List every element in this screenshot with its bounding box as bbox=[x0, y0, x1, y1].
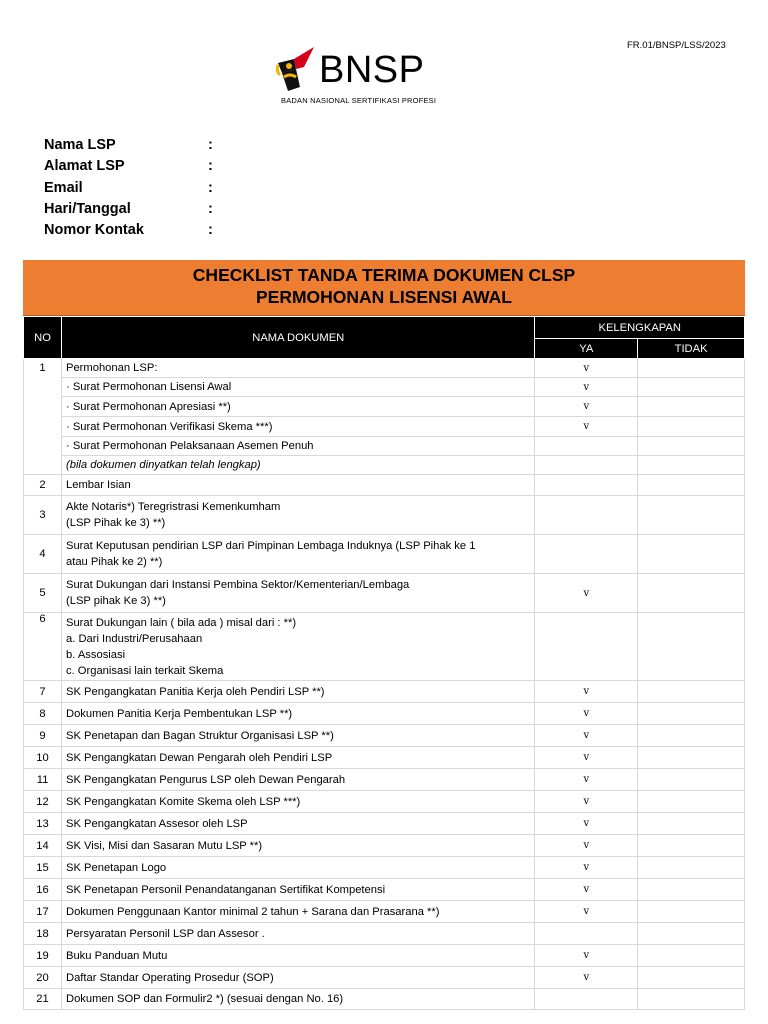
table-row bbox=[24, 475, 745, 496]
document-name: Lembar Isian bbox=[62, 475, 535, 496]
document-name: Dokumen Penggunaan Kantor minimal 2 tahun + Sarana dan Prasarana **) bbox=[62, 901, 535, 923]
document-name: Persyaratan Personil LSP dan Assesor . bbox=[62, 923, 535, 945]
title-line-2: PERMOHONAN LISENSI AWAL bbox=[255, 287, 513, 307]
ya-check-cell[interactable]: v bbox=[535, 879, 638, 901]
document-name: Dokumen Panitia Kerja Pembentukan LSP **) bbox=[62, 703, 535, 725]
info-label: Email bbox=[44, 179, 83, 196]
ya-check-cell[interactable] bbox=[535, 923, 638, 945]
info-row-email bbox=[44, 180, 228, 201]
checklist-sheet bbox=[23, 260, 745, 1010]
tidak-check-cell[interactable] bbox=[638, 378, 745, 397]
ya-check-cell[interactable]: v bbox=[535, 835, 638, 857]
tidak-check-cell[interactable] bbox=[638, 989, 745, 1010]
table-row bbox=[24, 791, 745, 813]
row-number: 12 bbox=[24, 791, 62, 813]
table-row bbox=[24, 879, 745, 901]
table-row bbox=[24, 813, 745, 835]
tidak-check-cell[interactable] bbox=[638, 535, 745, 574]
table-row bbox=[24, 417, 745, 437]
document-name: SK Pengangkatan Komite Skema oleh LSP ***) bbox=[62, 791, 535, 813]
tidak-check-cell[interactable] bbox=[638, 613, 745, 681]
ya-check-cell[interactable]: v bbox=[535, 378, 638, 397]
tidak-check-cell[interactable] bbox=[638, 359, 745, 378]
document-name: Permohonan LSP: bbox=[62, 359, 535, 378]
row-number: 21 bbox=[24, 989, 62, 1010]
ya-check-cell[interactable]: v bbox=[535, 397, 638, 417]
title-line-1: CHECKLIST TANDA TERIMA DOKUMEN CLSP bbox=[192, 265, 576, 285]
ya-check-cell[interactable]: v bbox=[535, 967, 638, 989]
info-label: Nama LSP bbox=[44, 137, 116, 153]
tidak-check-cell[interactable] bbox=[638, 725, 745, 747]
document-name-line: Surat Dukungan lain ( bila ada ) misal dari : **) bbox=[66, 616, 297, 629]
document-name bbox=[62, 496, 535, 535]
row-number: 1 bbox=[24, 359, 62, 378]
checklist-title bbox=[23, 260, 745, 316]
col-header-tidak: TIDAK bbox=[638, 339, 745, 359]
document-name bbox=[62, 535, 535, 574]
row-number: 6 bbox=[24, 613, 62, 681]
document-name: SK Visi, Misi dan Sasaran Mutu LSP **) bbox=[62, 835, 535, 857]
document-name: Daftar Standar Operating Prosedur (SOP) bbox=[62, 967, 535, 989]
table-row bbox=[24, 923, 745, 945]
document-name: SK Pengangkatan Pengurus LSP oleh Dewan Pengarah bbox=[62, 769, 535, 791]
row-number: 17 bbox=[24, 901, 62, 923]
row-number: 7 bbox=[24, 681, 62, 703]
info-row-hari-tanggal bbox=[44, 201, 228, 222]
tidak-check-cell[interactable] bbox=[638, 923, 745, 945]
row-number: 13 bbox=[24, 813, 62, 835]
info-colon: : bbox=[208, 158, 213, 175]
row-number bbox=[24, 397, 62, 417]
document-name: · Surat Permohonan Apresiasi **) bbox=[62, 397, 535, 417]
document-name-line: a. Dari Industri/Perusahaan bbox=[66, 632, 203, 645]
tidak-check-cell[interactable] bbox=[638, 945, 745, 967]
ya-check-cell[interactable] bbox=[535, 475, 638, 496]
row-number: 3 bbox=[24, 496, 62, 535]
tidak-check-cell[interactable] bbox=[638, 703, 745, 725]
tidak-check-cell[interactable] bbox=[638, 437, 745, 456]
table-row bbox=[24, 574, 745, 613]
table-row bbox=[24, 769, 745, 791]
tidak-check-cell[interactable] bbox=[638, 813, 745, 835]
document-name: SK Pengangkatan Assesor oleh LSP bbox=[62, 813, 535, 835]
ya-check-cell[interactable]: v bbox=[535, 417, 638, 437]
ya-check-cell[interactable]: v bbox=[535, 769, 638, 791]
tidak-check-cell[interactable] bbox=[638, 574, 745, 613]
col-header-no: NO bbox=[24, 317, 62, 359]
document-code: FR.01/BNSP/LSS/2023 bbox=[627, 40, 726, 51]
table-row bbox=[24, 397, 745, 417]
tidak-check-cell[interactable] bbox=[638, 901, 745, 923]
table-row bbox=[24, 747, 745, 769]
ya-check-cell[interactable] bbox=[535, 613, 638, 681]
col-header-nama-dokumen: NAMA DOKUMEN bbox=[62, 317, 535, 359]
table-row bbox=[24, 359, 745, 378]
tidak-check-cell[interactable] bbox=[638, 475, 745, 496]
info-colon: : bbox=[208, 200, 213, 217]
row-number: 4 bbox=[24, 535, 62, 574]
tidak-check-cell[interactable] bbox=[638, 967, 745, 989]
tidak-check-cell[interactable] bbox=[638, 791, 745, 813]
bnsp-logo bbox=[274, 45, 454, 110]
tidak-check-cell[interactable] bbox=[638, 857, 745, 879]
document-name-line: (LSP Pihak ke 3) **) bbox=[66, 517, 166, 529]
document-name-line: Surat Keputusan pendirian LSP dari Pimpinan Lembaga Induknya (LSP Pihak ke 1 bbox=[66, 540, 476, 552]
ya-check-cell[interactable]: v bbox=[535, 681, 638, 703]
document-name: · Surat Permohonan Lisensi Awal bbox=[62, 378, 535, 397]
tidak-check-cell[interactable] bbox=[638, 747, 745, 769]
info-label: Alamat LSP bbox=[44, 158, 125, 175]
table-row bbox=[24, 703, 745, 725]
document-name: SK Penetapan Logo bbox=[62, 857, 535, 879]
row-number bbox=[24, 456, 62, 475]
applicant-info bbox=[44, 137, 228, 243]
tidak-check-cell[interactable] bbox=[638, 681, 745, 703]
info-label: Nomor Kontak bbox=[44, 222, 144, 239]
table-row bbox=[24, 967, 745, 989]
ya-check-cell[interactable]: v bbox=[535, 901, 638, 923]
document-name: (bila dokumen dinyatkan telah lengkap) bbox=[62, 456, 535, 475]
row-number bbox=[24, 378, 62, 397]
table-row bbox=[24, 857, 745, 879]
table-row bbox=[24, 437, 745, 456]
row-number: 15 bbox=[24, 857, 62, 879]
info-colon: : bbox=[208, 222, 213, 239]
row-number: 20 bbox=[24, 967, 62, 989]
document-name-line: c. Organisasi lain terkait Skema bbox=[66, 664, 224, 677]
table-row bbox=[24, 681, 745, 703]
table-row bbox=[24, 378, 745, 397]
document-name-line: (LSP pihak Ke 3) **) bbox=[66, 595, 166, 607]
info-row-nomor-kontak bbox=[44, 222, 228, 243]
info-row-nama-lsp bbox=[44, 137, 228, 158]
ya-check-cell[interactable]: v bbox=[535, 359, 638, 378]
tidak-check-cell[interactable] bbox=[638, 456, 745, 475]
table-row bbox=[24, 496, 745, 535]
table-row bbox=[24, 901, 745, 923]
row-number: 2 bbox=[24, 475, 62, 496]
tidak-check-cell[interactable] bbox=[638, 417, 745, 437]
tidak-check-cell[interactable] bbox=[638, 769, 745, 791]
row-number: 9 bbox=[24, 725, 62, 747]
row-number bbox=[24, 437, 62, 456]
ya-check-cell[interactable]: v bbox=[535, 574, 638, 613]
tidak-check-cell[interactable] bbox=[638, 835, 745, 857]
ya-check-cell[interactable]: v bbox=[535, 725, 638, 747]
tidak-check-cell[interactable] bbox=[638, 496, 745, 535]
row-number: 10 bbox=[24, 747, 62, 769]
row-number: 19 bbox=[24, 945, 62, 967]
document-name-line: Surat Dukungan dari Instansi Pembina Sektor/Kementerian/Lembaga bbox=[66, 579, 410, 591]
table-row bbox=[24, 613, 745, 681]
col-header-ya: YA bbox=[535, 339, 638, 359]
bnsp-emblem-icon bbox=[274, 47, 318, 93]
ya-check-cell[interactable]: v bbox=[535, 857, 638, 879]
document-name: SK Pengangkatan Panitia Kerja oleh Pendiri LSP **) bbox=[62, 681, 535, 703]
document-name-line: atau Pihak ke 2) **) bbox=[66, 556, 163, 568]
document-name: Buku Panduan Mutu bbox=[62, 945, 535, 967]
document-name-line: b. Assosiasi bbox=[66, 648, 126, 661]
logo-wordmark: BNSP bbox=[319, 49, 425, 91]
table-row bbox=[24, 725, 745, 747]
ya-check-cell[interactable]: v bbox=[535, 791, 638, 813]
ya-check-cell[interactable]: v bbox=[535, 945, 638, 967]
document-name-line: Akte Notaris*) Teregristrasi Kemenkumham bbox=[66, 501, 281, 513]
ya-check-cell[interactable] bbox=[535, 989, 638, 1010]
ya-check-cell[interactable] bbox=[535, 496, 638, 535]
row-number: 5 bbox=[24, 574, 62, 613]
document-name: SK Penetapan Personil Penandatanganan Sertifikat Kompetensi bbox=[62, 879, 535, 901]
row-number: 18 bbox=[24, 923, 62, 945]
ya-check-cell[interactable] bbox=[535, 456, 638, 475]
info-colon: : bbox=[208, 137, 213, 153]
row-number bbox=[24, 417, 62, 437]
document-name: · Surat Permohonan Pelaksanaan Asemen Penuh bbox=[62, 437, 535, 456]
col-header-kelengkapan: KELENGKAPAN bbox=[535, 317, 745, 339]
ya-check-cell[interactable]: v bbox=[535, 813, 638, 835]
ya-check-cell[interactable]: v bbox=[535, 747, 638, 769]
row-number: 11 bbox=[24, 769, 62, 791]
ya-check-cell[interactable] bbox=[535, 535, 638, 574]
document-name: SK Penetapan dan Bagan Struktur Organisasi LSP **) bbox=[62, 725, 535, 747]
table-row bbox=[24, 945, 745, 967]
document-name bbox=[62, 613, 535, 681]
table-row bbox=[24, 835, 745, 857]
table-row bbox=[24, 989, 745, 1010]
document-name bbox=[62, 574, 535, 613]
document-name: SK Pengangkatan Dewan Pengarah oleh Pendiri LSP bbox=[62, 747, 535, 769]
ya-check-cell[interactable] bbox=[535, 437, 638, 456]
ya-check-cell[interactable]: v bbox=[535, 703, 638, 725]
tidak-check-cell[interactable] bbox=[638, 879, 745, 901]
row-number: 16 bbox=[24, 879, 62, 901]
document-name: · Surat Permohonan Verifikasi Skema ***) bbox=[62, 417, 535, 437]
info-colon: : bbox=[208, 179, 213, 196]
document-name: Dokumen SOP dan Formulir2 *) (sesuai dengan No. 16) bbox=[62, 989, 535, 1010]
logo-subtitle: BADAN NASIONAL SERTIFIKASI PROFESI bbox=[281, 96, 437, 105]
row-number: 14 bbox=[24, 835, 62, 857]
table-row bbox=[24, 535, 745, 574]
row-number: 8 bbox=[24, 703, 62, 725]
table-row bbox=[24, 456, 745, 475]
info-label: Hari/Tanggal bbox=[44, 200, 131, 217]
info-row-alamat-lsp bbox=[44, 158, 228, 179]
checklist-table bbox=[23, 316, 745, 1010]
tidak-check-cell[interactable] bbox=[638, 397, 745, 417]
